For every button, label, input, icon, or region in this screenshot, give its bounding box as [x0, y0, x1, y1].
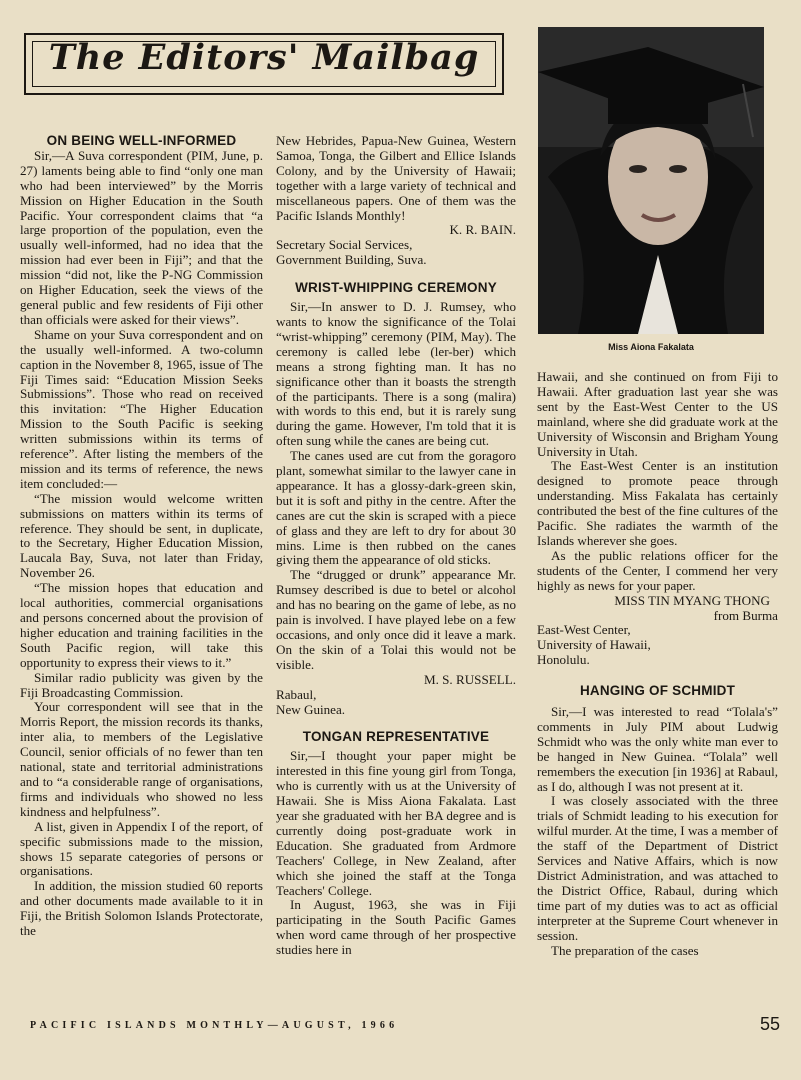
- letter-paragraph: Shame on your Suva correspondent and on the usually well-informed. A two-column caption in the November 8, 1965, issue of The Fiji Times said: “Education Mission Seeks Submissions”. Those who read on received this invitation: “The Higher Education Mission to the South Pacific is seeking written submissions within its terms of reference”. After listing the members of the mission and its terms of reference, the news item concluded:—: [20, 326, 263, 491]
- signature-origin: from Burma: [713, 607, 778, 623]
- signature-russell: M. S. RUSSELL.: [423, 671, 516, 687]
- address-line: Rabaul,: [276, 686, 317, 702]
- address-line: New Guinea.: [276, 701, 346, 717]
- letter-paragraph: In August, 1963, she was in Fiji participating in the South Pacific Games when word came through of her prospective studies here in: [276, 897, 516, 958]
- column-3: [537, 370, 778, 958]
- address-line: East-West Center,: [537, 622, 631, 638]
- signature-thong: MISS TIN MYANG THONG: [614, 592, 770, 608]
- letter-paragraph: Hawaii, and she continued on from Fiji to Hawaii. After graduation last year she was sent by the East-West Center to the US mainland, where she did graduate work at the University of Wisconsin and Brigham Young University in Utah.: [537, 369, 778, 459]
- letter-paragraph: The “drugged or drunk” appearance Mr. Rumsey described is due to betel or alcohol and has no bearing on the game of lebe, as no pain is involved. I have played lebe on a few occasions, and only once did it leave a mark. On the skin of a Tolai this would not be visible.: [276, 567, 516, 672]
- letter-paragraph: “The mission hopes that education and local authorities, commercial organisations and persons concerned about the provision of higher education and training facilities in the South Pacific region, will take this opportunity to express their views to it.”: [20, 580, 263, 670]
- letter-paragraph: In addition, the mission studied 60 reports and other documents made available to it in Fiji, the British Solomon Islands Protectorate, the: [20, 878, 263, 939]
- address-line: Secretary Social Services,: [276, 237, 413, 253]
- address-line: University of Hawaii,: [537, 637, 651, 653]
- letter-paragraph: The East-West Center is an institution designed to promote peace through understanding. Miss Fakalata has certainly contributed the best of the fine cultures of the Pacific. She radiates the warmth of the Islands wherever she goes.: [537, 458, 778, 548]
- heading-tongan-representative: TONGAN REPRESENTATIVE: [302, 729, 490, 745]
- address-line: Government Building, Suva.: [276, 252, 427, 268]
- publication-footer: PACIFIC ISLANDS MONTHLY—AUGUST, 1966: [30, 1020, 399, 1031]
- letter-paragraph: The canes used are cut from the goragoro plant, somewhat similar to the lawyer cane in appearance. It has a glossy-dark-green skin, but it is soft and pithy in the centre. After the canes are cut the skin is scraped with a piece of glass and they are left to dry for about 30 mins. Lime is then rubbed on the canes giving them the appearance of old sticks.: [276, 448, 516, 568]
- letter-paragraph: “The mission would welcome written submissions on matters within its terms of reference. They should be sent, in duplicate, to the Secretary, Higher Education Mission, Laucala Bay, Suva, not later than Friday, November 26.: [20, 490, 263, 581]
- letter-paragraph: Sir,—In answer to D. J. Rumsey, who wants to know the significance of the Tolai “wrist-whipping” ceremony (PIM, May). The ceremony is called lebe (ler-ber) which means a strong fighting man. It has no significance other than it boasts the strength of the participants. There is a song (malira) with words to this end, but it is rarely sung during the game. However, I'm told that it is often sung while the canes are being cut.: [276, 299, 516, 449]
- heading-well-informed: ON BEING WELL-INFORMED: [46, 133, 237, 148]
- letter-paragraph: Similar radio publicity was given by the Fiji Broadcasting Commission.: [20, 669, 263, 700]
- masthead-box: [24, 33, 504, 95]
- address-line: Honolulu.: [537, 652, 590, 668]
- column-2: [276, 134, 516, 958]
- portrait-illustration: [538, 27, 764, 334]
- page-number: 55: [760, 1014, 781, 1034]
- masthead-title: The Editors' Mailbag: [48, 37, 480, 78]
- letter-paragraph: Sir,—I thought your paper might be interested in this fine young girl from Tonga, who is currently with us at the University of Hawaii. She is Miss Aiona Fakalata. Last year she graduated with her BA degree and is currently doing post-graduate work in Education. She graduated from Ardmore Teachers' College, in New Zealand, after which she joined the staff at the Tonga Teachers' College.: [276, 748, 516, 898]
- letter-paragraph: Sir,—A Suva correspondent (PIM, June, p. 27) laments being able to find “only one man who had been interviewed” by the Morris Mission on Higher Education in the South Pacific. Your correspondent claims that “a large proportion of the population, even the usually well-informed, had no idea that the mission had ever been in Fiji”; and that the mission “did not, like the P-NG Commission on Higher Education, seek the views of the general public and few residents of Fiji other than officials were asked for their views”.: [20, 147, 263, 327]
- letter-paragraph: Sir,—I was interested to read “Tolala's” comments in July PIM about Ludwig Schmidt who was the only white man ever to be hanged in New Guinea. “Tolala” well remembers the execution [in 1936] at Rabaul, as I do, although I was not present at it.: [537, 704, 778, 794]
- letter-paragraph: As the public relations officer for the students of the Center, I commend her very highly as news for your paper.: [537, 547, 778, 593]
- portrait-photo: [538, 27, 764, 334]
- heading-wrist-whipping: WRIST-WHIPPING CEREMONY: [295, 280, 497, 296]
- column-1: [20, 134, 263, 939]
- signature-bain: K. R. BAIN.: [449, 222, 516, 238]
- letter-paragraph: I was closely associated with the three trials of Schmidt leading to his execution for wilful murder. At the time, I was a member of the staff of the Department of District Services and Native Affairs, which is now District Administration, and was attached to the District Office, Rabaul, during which time part of my duties was to act as official interpreter at the Supreme Court whenever in session.: [537, 793, 778, 943]
- letter-paragraph: Your correspondent will see that in the Morris Report, the mission records its thanks, inter alia, to members of the Legislative Council, senior officials of no fewer than ten national, state and territorial administrations and to “a considerable range of organisations, firms and individuals who showed no less kindness and helpfulness”.: [20, 699, 263, 819]
- letter-paragraph: The preparation of the cases: [551, 942, 699, 958]
- letter-paragraph: A list, given in Appendix I of the report, of specific submissions made to the mission, shows 15 separate categories of persons or organisations.: [20, 818, 263, 879]
- photo-caption: Miss Aiona Fakalata: [608, 342, 694, 352]
- letter-paragraph: New Hebrides, Papua-New Guinea, Western Samoa, Tonga, the Gilbert and Ellice Islands Colony, and by the University of Hawaii; together with a large variety of technical and miscellaneous papers. One of them was the Pacific Islands Monthly!: [276, 133, 516, 223]
- heading-hanging-of-schmidt: HANGING OF SCHMIDT: [579, 683, 736, 699]
